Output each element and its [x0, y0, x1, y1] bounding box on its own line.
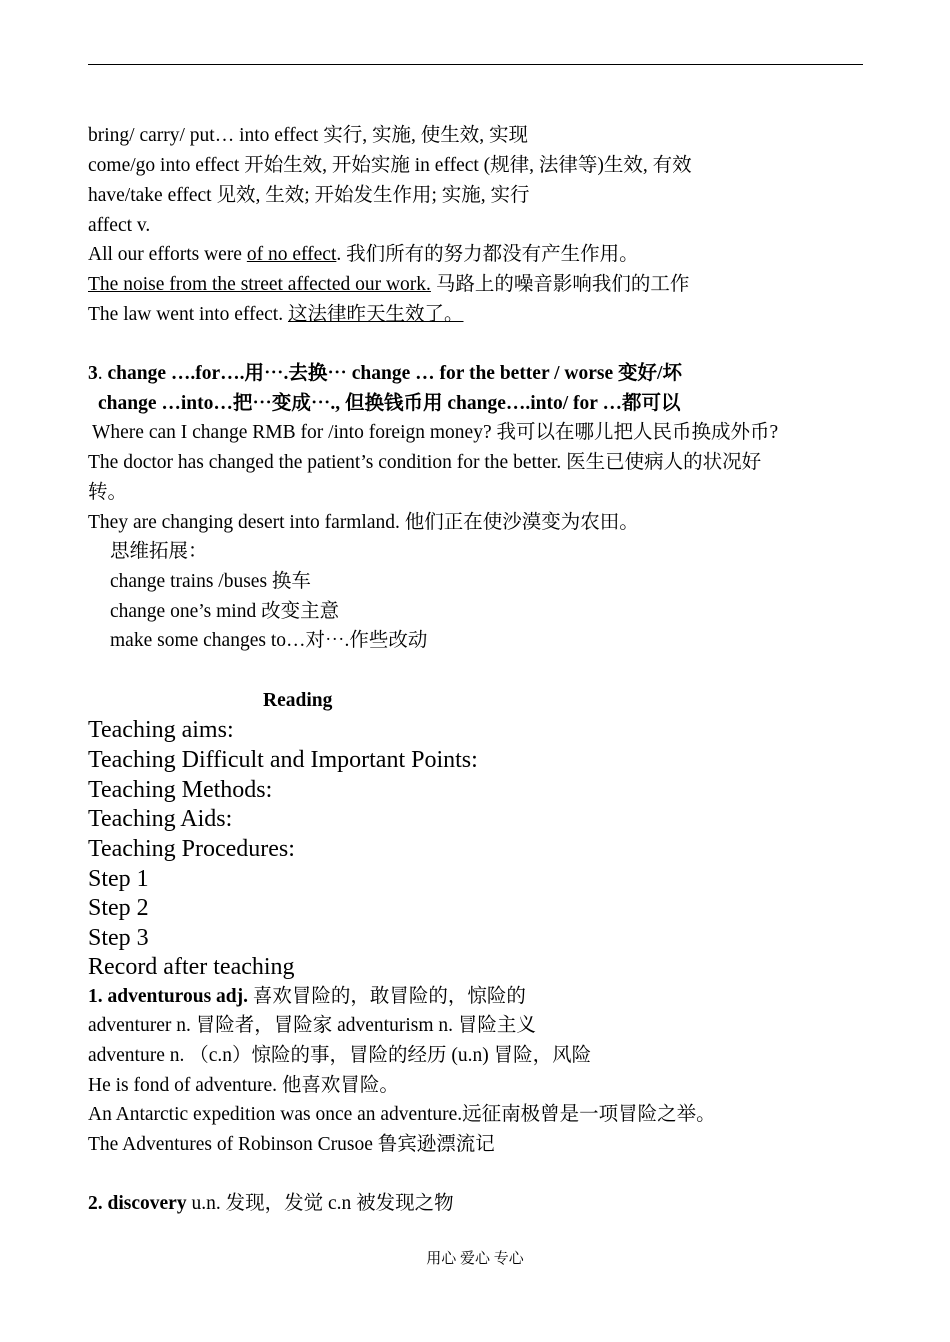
underlined-phrase: 这法律昨天生效了。 [287, 304, 464, 325]
example-sentence [88, 273, 689, 297]
vocab-heading [88, 362, 682, 386]
example-sentence [88, 303, 464, 327]
vocab-heading [88, 1192, 454, 1216]
vocab-term: 2. discovery [88, 1193, 187, 1214]
section-heading: Teaching Methods: [88, 777, 273, 803]
text-line: They are changing desert into farmland. 他们正在使沙漠变为农田。 [88, 512, 639, 533]
section-heading: Teaching Procedures: [88, 836, 295, 862]
section-heading: Teaching Difficult and Important Points: [88, 747, 478, 773]
text-span: 喜欢冒险的，敢冒险的，惊险的 [248, 986, 526, 1007]
text-span: 马路上的噪音影响我们的工作 [430, 274, 690, 295]
text-line: make some changes to…对⋯.作些改动 [110, 630, 428, 651]
text-line: The doctor has changed the patient’s condition for the better. 医生已使病人的状况好 [88, 452, 762, 473]
example-sentence [88, 243, 639, 267]
text-line: come/go into effect 开始生效, 开始实施 in effect (规律, 法律等)生效, 有效 [88, 155, 692, 176]
text-span: . [97, 363, 108, 384]
text-line: An Antarctic expedition was once an adventure.远征南极曾是一项冒险之举。 [88, 1104, 716, 1125]
text-line: The Adventures of Robinson Crusoe 鲁宾逊漂流记 [88, 1134, 495, 1155]
text-line: change one’s mind 改变主意 [110, 601, 340, 622]
item-number: 3 [88, 363, 98, 384]
header-rule [88, 64, 863, 65]
text-line: Where can I change RMB for /into foreign money? 我可以在哪儿把人民币换成外币? [92, 422, 779, 443]
vocab-heading: change …into…把⋯变成⋯., 但换钱币用 change….into/ for …都可以 [98, 393, 681, 414]
text-line: change trains /buses 换车 [110, 571, 311, 592]
text-line: 转。 [88, 482, 128, 503]
text-line: 思维拓展： [110, 541, 208, 562]
text-line: affect v. [88, 215, 151, 236]
text-line: adventurer n. 冒险者，冒险家 adventurism n. 冒险主义 [88, 1015, 536, 1036]
text-span: u.n. 发现，发觉 c.n 被发现之物 [186, 1193, 454, 1214]
text-span: All our efforts were [88, 244, 247, 265]
text-span: The law went into effect. [88, 304, 288, 325]
vocab-term: change ….for….用⋯.去换⋯ change … for the better / worse 变好/坏 [107, 363, 682, 384]
text-line: have/take effect 见效, 生效; 开始发生作用; 实施, 实行 [88, 185, 530, 206]
section-heading: Step 2 [88, 895, 149, 921]
vocab-heading [88, 985, 526, 1009]
section-title: Reading [263, 690, 333, 711]
page-footer: 用心 爱心 专心 [426, 1251, 524, 1267]
text-line: adventure n. （c.n）惊险的事，冒险的经历 (u.n) 冒险，风险 [88, 1045, 592, 1066]
section-heading: Step 1 [88, 866, 149, 892]
section-heading: Step 3 [88, 925, 149, 951]
text-line: bring/ carry/ put… into effect 实行, 实施, 使生效, 实现 [88, 125, 528, 146]
underlined-phrase: of no effect [246, 244, 337, 265]
text-line: He is fond of adventure. 他喜欢冒险。 [88, 1075, 399, 1096]
text-span: . 我们所有的努力都没有产生作用。 [336, 244, 639, 265]
vocab-term: 1. adventurous adj. [88, 986, 249, 1007]
section-heading: Record after teaching [88, 954, 295, 980]
section-heading: Teaching aims: [88, 717, 234, 743]
section-heading: Teaching Aids: [88, 806, 233, 832]
underlined-phrase: The noise from the street affected our work. [88, 274, 431, 295]
